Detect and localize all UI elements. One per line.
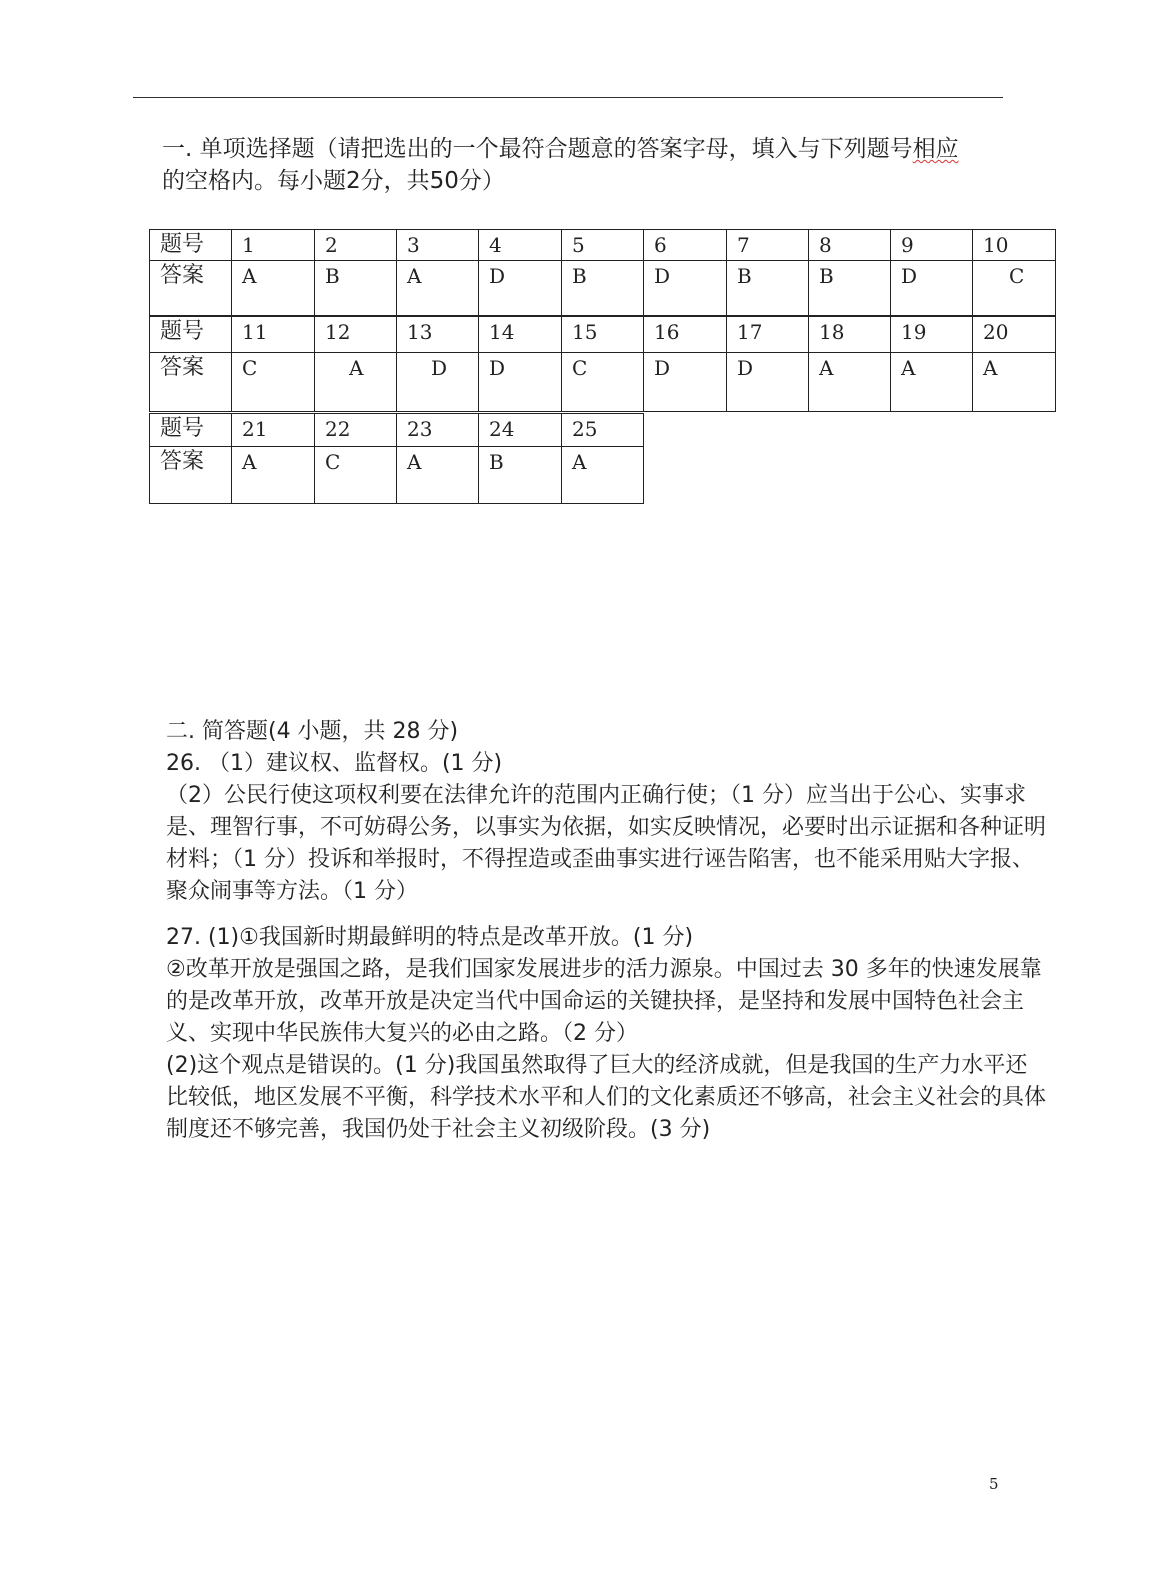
table-cell-number: 11 [232,317,315,353]
table-row-numbers [150,230,1056,261]
table-cell-number: 20 [973,317,1056,353]
table-cell-answer: D [644,353,727,412]
section1-text: 一. 单项选择题（请把选出的一个最符合题意的答案字母，填入与下列题号 [162,136,913,162]
row-header-ans: 答案 [150,447,232,504]
table-cell-answer: D [727,353,809,412]
table-cell-number: 2 [315,230,397,261]
row-header-ans: 答案 [150,261,232,316]
table-row-answers [150,353,1056,412]
table-cell-answer: A [891,353,973,412]
row-header-num: 题号 [150,317,232,353]
paragraph-gap [166,908,1046,922]
table-cell-number: 1 [232,230,315,261]
table-cell-number: 18 [809,317,891,353]
table-cell-number: 5 [562,230,644,261]
table-cell-number: 8 [809,230,891,261]
table-cell-number: 15 [562,317,644,353]
answer-table-3 [149,413,644,504]
table-cell-number: 9 [891,230,973,261]
section1-instructions [162,133,1042,197]
answer-table-1 [149,229,1056,316]
header-rule [133,97,1003,98]
table-cell-answer: A [809,353,891,412]
table-cell-answer: D [397,353,479,412]
section2-title: 二. 简答题(4 小题，共 28 分) [166,719,459,744]
row-header-num: 题号 [150,230,232,261]
table-cell-number: 3 [397,230,479,261]
q26-part2: （2）公民行使这项权利要在法律允许的范围内正确行使；（1 分）应当出于公心、实事求是、理智行事，不可妨碍公务，以事实为依据，如实反映情况，必要时出示证据和各种证明材料；（1 分）投诉和举报时，不得捏造或歪曲事实进行诬告陷害，也不能采用贴大字报、聚众闹事等方法。（1 分） [166,783,1047,904]
table-cell-answer: A [315,353,397,412]
table-cell-number: 21 [232,414,315,447]
table-cell-answer: A [562,447,644,504]
table-cell-answer: A [397,261,479,316]
page-number: 5 [989,1475,999,1493]
table-cell-number: 12 [315,317,397,353]
q26-part1: 26. （1）建议权、监督权。(1 分) [166,751,503,776]
row-header-ans: 答案 [150,353,232,412]
table-cell-number: 7 [727,230,809,261]
table-cell-answer: B [315,261,397,316]
table-cell-number: 6 [644,230,727,261]
table-cell-answer: A [232,261,315,316]
table-cell-number: 4 [479,230,562,261]
table-cell-answer: C [315,447,397,504]
table-row-answers [150,447,644,504]
table-cell-answer: B [727,261,809,316]
q27-part1: 27. (1)①我国新时期最鲜明的特点是改革开放。(1 分) [166,925,694,950]
table-cell-answer: C [973,261,1056,316]
table-cell-answer: D [891,261,973,316]
table-cell-number: 16 [644,317,727,353]
table-cell-answer: A [973,353,1056,412]
q27-part3: (2)这个观点是错误的。(1 分)我国虽然取得了巨大的经济成就，但是我国的生产力水平还比较低，地区发展不平衡，科学技术水平和人们的文化素质还不够高，社会主义社会的具体制度还不够完善，我国仍处于社会主义初级阶段。(3 分) [166,1053,1047,1142]
section1-line2: 的空格内。每小题2分，共50分） [162,168,505,194]
table-cell-answer: A [232,447,315,504]
table-cell-answer: A [397,447,479,504]
answer-table-2 [149,316,1056,412]
table-cell-answer: B [809,261,891,316]
table-cell-answer: D [479,261,562,316]
table-cell-answer: B [562,261,644,316]
table-cell-number: 24 [479,414,562,447]
table-cell-number: 17 [727,317,809,353]
row-header-num: 题号 [150,414,232,447]
table-cell-answer: B [479,447,562,504]
table-cell-answer: C [562,353,644,412]
section1-squiggle-text: 相应 [912,136,959,162]
table-cell-number: 22 [315,414,397,447]
table-cell-number: 13 [397,317,479,353]
table-cell-number: 10 [973,230,1056,261]
table-cell-number: 23 [397,414,479,447]
table-cell-answer: D [644,261,727,316]
table-cell-answer: D [479,353,562,412]
table-cell-number: 14 [479,317,562,353]
table-row-numbers [150,317,1056,353]
q27-part2: ②改革开放是强国之路，是我们国家发展进步的活力源泉。中国过去 30 多年的快速发展靠的是改革开放，改革开放是决定当代中国命运的关键抉择，是坚持和发展中国特色社会主义、实现中华民族伟大复兴的必由之路。（2 分） [166,957,1042,1046]
table-row-answers [150,261,1056,316]
table-cell-number: 25 [562,414,644,447]
section2-short-answers [166,716,1046,1146]
table-cell-number: 19 [891,317,973,353]
table-cell-answer: C [232,353,315,412]
table-row-numbers [150,414,644,447]
